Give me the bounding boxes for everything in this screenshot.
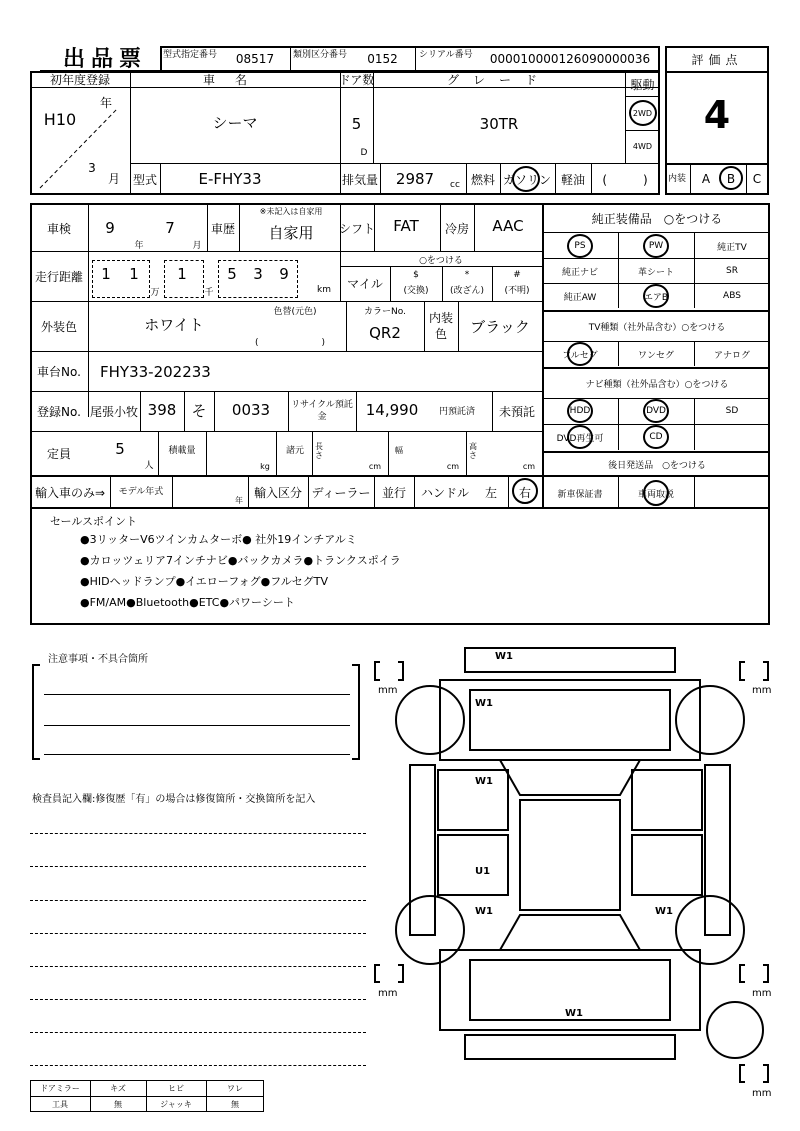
import-parallel: 並行	[381, 485, 406, 500]
equip-aw: 純正AW	[563, 292, 597, 303]
table-cell: 工具	[52, 1100, 68, 1109]
fuel-gasoline-circle	[512, 166, 540, 192]
fuel-diesel: 軽油	[560, 172, 585, 187]
width-cm: cm	[446, 461, 460, 471]
car-name-value: シーマ	[212, 113, 258, 132]
import-label: 輸入車のみ⇒	[34, 485, 106, 500]
equip-leather: 革シート	[637, 267, 674, 278]
table-header: ワレ	[227, 1084, 243, 1093]
sales-line: ●HIDヘッドランプ●イエローフォグ●フルセグTV	[80, 575, 329, 588]
first-reg-month: 3	[88, 161, 96, 175]
sen-unit: 千	[204, 287, 214, 298]
car-name-label: 車名	[202, 73, 267, 87]
tv-title: TV種類（社外品含む）○をつける	[588, 322, 726, 333]
mileage-label: 走行距離	[34, 269, 83, 284]
navi-sd: SD	[725, 406, 739, 416]
navi-dvd-circle	[643, 399, 669, 423]
capacity-label: 定員	[46, 446, 71, 461]
later-warranty: 新車保証書	[557, 489, 603, 500]
color-no-value: QR2	[369, 324, 401, 342]
import-category-label: 輸入区分	[253, 485, 302, 500]
navi-cd: CD	[649, 432, 663, 442]
equip-airbag: エアB	[643, 292, 669, 303]
caution-bracket-right	[352, 664, 360, 760]
chassis-label: 車台No.	[37, 364, 81, 379]
mile-option: マイル	[347, 276, 383, 291]
tv-oneseg: ワンセグ	[637, 350, 674, 361]
table-cell: 無	[114, 1100, 122, 1109]
mileage-digit: 9	[279, 265, 289, 283]
history-value: 自家用	[268, 223, 314, 242]
shaken-year: 9	[105, 219, 115, 237]
navi-dvd-playback: DVD再生可	[556, 433, 604, 444]
history-label: 車歴	[210, 221, 235, 236]
score-label: 評価点	[691, 52, 743, 67]
car-damage-diagram	[370, 630, 780, 1110]
sales-line: ●カロッツェリア7インチナビ●バックカメラ●トランクスポイラ	[80, 554, 401, 567]
doors-value: 5	[351, 115, 362, 133]
chassis-value: FHY33-202233	[100, 363, 211, 381]
handle-right-circle	[512, 478, 538, 504]
drive-2wd: 2WD	[632, 108, 653, 118]
ext-color-label: 外装色	[40, 319, 77, 334]
doors-label: ドア数	[338, 73, 375, 87]
equip-sr: SR	[726, 266, 738, 276]
dollar-option: $	[413, 270, 419, 280]
damage-mark: W1	[655, 906, 673, 917]
fuel-other: ( )	[602, 172, 648, 187]
caution-bracket-left	[32, 664, 40, 760]
shaken-month: 7	[165, 219, 175, 237]
navi-hdd-circle	[567, 399, 593, 423]
table-header: ドアミラー	[40, 1084, 80, 1093]
man-unit: 万	[150, 287, 160, 298]
dims-label: 諸元	[285, 445, 304, 456]
navi-dvd: DVD	[646, 406, 666, 416]
interior-option-b: B	[726, 172, 736, 186]
navi-cd-circle	[643, 425, 669, 449]
load-label: 積載量	[168, 445, 196, 456]
shaken-month-unit: 月	[192, 240, 202, 251]
mm-label: mm	[752, 1088, 772, 1099]
sales-line: ●FM/AM●Bluetooth●ETC●パワーシート	[80, 596, 295, 609]
equip-ps-circle	[567, 234, 593, 258]
later-title: 後日発送品 ○をつける	[608, 460, 706, 471]
model-year-label: モデル年式	[118, 487, 164, 497]
score-value: 4	[703, 93, 731, 137]
shift-value: FAT	[393, 217, 419, 235]
shift-label: シフト	[339, 221, 376, 236]
sales-title: セールスポイント	[50, 515, 138, 528]
ext-color-value: ホワイト	[144, 315, 204, 334]
table-header: ヒビ	[168, 1084, 184, 1093]
handle-right: 右	[518, 485, 531, 500]
later-manual-circle	[643, 480, 669, 506]
equip-pw-circle	[643, 234, 669, 258]
int-color-label: 内装色	[428, 311, 453, 341]
table-cell: 無	[231, 1100, 239, 1109]
inspector-label: 検査員記入欄:修復歴「有」の場合は修復箇所・交換箇所を記入	[32, 794, 316, 805]
shaken-label: 車検	[46, 221, 71, 236]
drive-4wd: 4WD	[632, 141, 653, 151]
mileage-digit: 3	[253, 265, 263, 283]
repaint-label: 色替(元色)	[273, 306, 317, 317]
navi-title: ナビ種類（社外品含む）○をつける	[585, 379, 729, 390]
type-value: E-FHY33	[198, 170, 262, 188]
fuel-label: 燃料	[470, 172, 495, 187]
category-value: 0152	[367, 52, 398, 66]
color-no-label: カラーNo.	[364, 306, 406, 317]
mileage-digit: 1	[177, 265, 187, 283]
repaint-paren: ( )	[254, 337, 326, 348]
reg-class: 398	[147, 401, 177, 419]
equip-tv: 純正TV	[717, 242, 747, 253]
mm-label: mm	[752, 988, 772, 999]
type-label: 型式	[132, 172, 157, 187]
ac-value: AAC	[492, 217, 524, 235]
damage-mark: U1	[475, 866, 491, 877]
ac-label: 冷房	[444, 221, 469, 236]
mileage-digit: 1	[101, 265, 111, 283]
later-manual: 車両取説	[637, 489, 674, 500]
drive-2wd-circle	[629, 100, 657, 126]
mm-label: mm	[378, 685, 398, 696]
reg-kana: そ	[191, 401, 207, 420]
height-label: 高さ	[469, 442, 477, 460]
month-unit: 月	[107, 171, 120, 186]
shaken-year-unit: 年	[134, 240, 144, 251]
length-cm: cm	[368, 461, 382, 471]
interior-option-c: C	[752, 172, 762, 186]
equip-abs: ABS	[723, 291, 741, 301]
equip-navi: 純正ナビ	[561, 267, 598, 278]
mileage-mark-note: ○をつける	[419, 255, 463, 266]
reg-number: 0033	[231, 401, 271, 419]
model-spec-value: 08517	[235, 52, 275, 66]
reg-area: 尾張小牧	[89, 404, 138, 419]
damage-mark: W1	[565, 1008, 583, 1019]
grade-value: 30TR	[479, 115, 519, 133]
first-reg-era: H10	[43, 109, 77, 129]
km-unit: km	[317, 285, 331, 295]
interior-option-a: A	[701, 172, 711, 186]
tv-fullseg-circle	[567, 342, 593, 366]
grade-label: グレード	[446, 73, 551, 87]
equipment-title: 純正装備品 ○をつける	[591, 211, 723, 226]
serial-value: 000010000126090000036	[489, 52, 651, 66]
damage-mark: W1	[495, 651, 513, 662]
star-option-sub: (改ざん)	[449, 285, 485, 296]
mm-label: mm	[378, 988, 398, 999]
star-option: *	[464, 270, 470, 280]
recycle-unpaid: 未預託	[498, 404, 535, 419]
hash-option-sub: (不明)	[504, 285, 530, 296]
equip-ps: PS	[574, 241, 586, 251]
year-unit: 年	[99, 95, 112, 110]
first-reg-label: 初年度登録	[49, 73, 110, 87]
model-spec-label: 型式指定番号	[163, 49, 218, 60]
sales-line: ●3リッターV6ツインカムターボ● 社外19インチアルミ	[80, 533, 357, 546]
serial-label: シリアル番号	[419, 49, 473, 60]
damage-mark: W1	[475, 906, 493, 917]
tv-fullseg: フルセグ	[562, 350, 598, 361]
damage-mark: W1	[475, 776, 493, 787]
length-label: 長さ	[315, 442, 323, 460]
handle-label: ハンドル	[420, 485, 469, 500]
import-dealer: ディーラー	[311, 485, 371, 500]
width-label: 幅	[395, 445, 403, 455]
displacement-unit: cc	[450, 180, 460, 190]
caution-label: 注意事項・不具合箇所	[48, 654, 148, 665]
recycle-unit: 円預託済	[438, 406, 475, 417]
damage-mark: W1	[475, 698, 493, 709]
dollar-option-sub: (交換)	[403, 285, 429, 296]
displacement-label: 排気量	[341, 172, 378, 187]
sheet-title: 出品票	[62, 46, 147, 72]
fuel-gasoline: ガソリン	[502, 172, 551, 187]
capacity-unit: 人	[144, 460, 154, 471]
navi-hdd: HDD	[569, 406, 591, 416]
history-note: ※未記入は自家用	[259, 206, 323, 216]
mileage-digit: 1	[129, 265, 139, 283]
equip-pw: PW	[648, 241, 664, 251]
capacity-value: 5	[115, 440, 125, 458]
load-unit: kg	[260, 461, 270, 471]
interior-b-circle	[719, 166, 743, 190]
displacement-value: 2987	[395, 170, 435, 188]
hash-option: #	[513, 270, 521, 280]
doors-suffix: D	[360, 148, 368, 158]
recycle-label: リサイクル預託金	[291, 400, 353, 422]
mileage-digit: 5	[227, 265, 237, 283]
category-label: 類別区分番号	[293, 49, 348, 60]
interior-label: 内装	[668, 173, 687, 184]
int-color-value: ブラック	[470, 317, 530, 336]
equip-airbag-circle	[643, 284, 669, 308]
tv-analog: アナログ	[713, 350, 750, 361]
mm-label: mm	[752, 685, 772, 696]
table-cell: ジャッキ	[160, 1100, 192, 1109]
drive-label: 駆動	[630, 77, 655, 92]
model-year-unit: 年	[235, 495, 243, 505]
recycle-value: 14,990	[365, 401, 419, 419]
handle-left: 左	[484, 485, 497, 500]
reg-label: 登録No.	[37, 404, 81, 419]
height-cm: cm	[522, 461, 536, 471]
navi-dvd-playback-circle	[567, 425, 593, 449]
table-header: キズ	[110, 1084, 126, 1093]
